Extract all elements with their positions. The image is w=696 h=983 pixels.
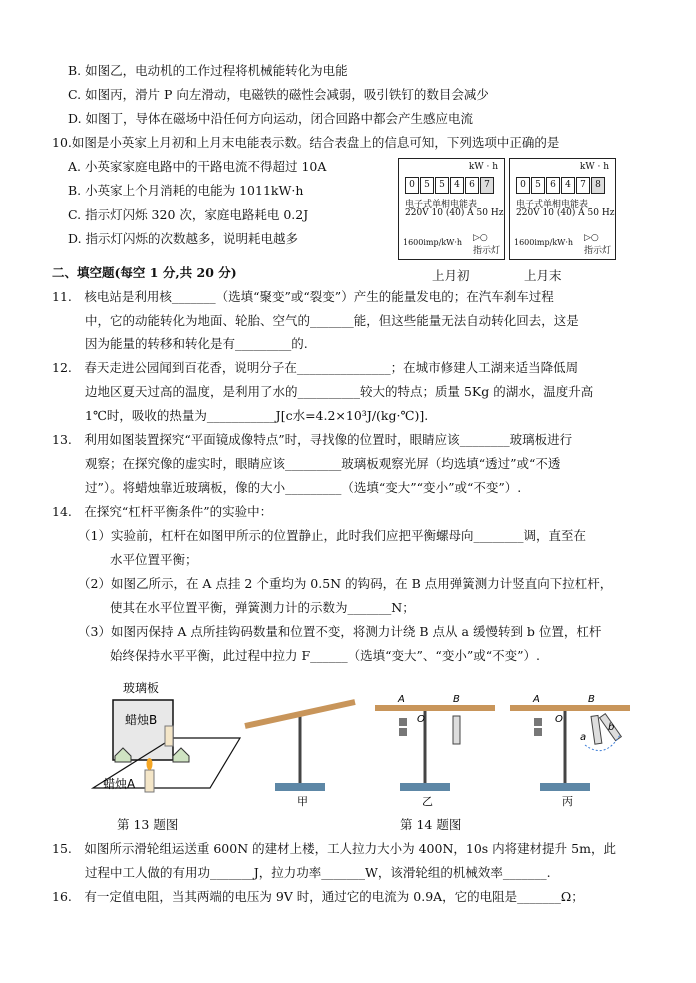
meter-digit: 8 bbox=[591, 177, 605, 194]
meter-name: 电子式单相电能表 bbox=[405, 200, 478, 210]
q13-line: 13. 利用如图装置探究“平面镜成像特点”时，寻找像的位置时，眼睛应该________玻璃板进行 bbox=[52, 432, 573, 447]
meter-digit: 5 bbox=[435, 177, 449, 194]
meter-digit: 7 bbox=[480, 177, 494, 194]
indicator-light-label: ▷○ 指示灯 bbox=[472, 233, 500, 256]
candle-b bbox=[165, 726, 173, 746]
hook-weight bbox=[399, 718, 407, 726]
lever-yi bbox=[375, 694, 495, 808]
q14-line: 始终保持水平平衡，此过程中拉力 F______（选填“变大”、“变小”或“不变”）. bbox=[110, 648, 540, 663]
q14-line: （2）如图乙所示，在 A 点挂 2 个重均为 0.5N 的钩码，在 B 点用弹簧测力计竖直向下拉杠杆， bbox=[78, 576, 613, 591]
q15-line: 15. 如图所示滑轮组运送重 600N 的建材上楼，工人拉力大小为 400N，10s 内将建材提升 5m，此 bbox=[52, 841, 616, 856]
q13-line: 过”）。将蜡烛靠近玻璃板，像的大小_________（选填“变大”“变小”或“不变”）. bbox=[85, 480, 522, 495]
label-a: A bbox=[398, 694, 405, 705]
q11-line: 11. 核电站是利用核_______（选填“聚变”或“裂变”）产生的能量发电的；在汽车刹车过程 bbox=[52, 289, 554, 304]
label-candle-a: 蜡烛A bbox=[103, 777, 136, 791]
meter-end bbox=[509, 158, 616, 260]
label-a: A bbox=[533, 694, 540, 705]
q9-option-d: D. 如图丁，导体在磁场中沿任何方向运动，闭合回路中都会产生感应电流 bbox=[68, 111, 474, 126]
candle-a bbox=[145, 770, 154, 792]
q12-line: 边地区夏天过高的温度，是利用了水的__________较大的特点；质量 5Kg 的湖水，温度升高 bbox=[85, 384, 594, 399]
fig13-caption: 第 13 题图 bbox=[117, 817, 179, 832]
q10-option-d: D. 指示灯闪烁的次数越多，说明耗电越多 bbox=[68, 231, 299, 246]
fig14-caption: 第 14 题图 bbox=[400, 817, 462, 832]
hook-weight bbox=[534, 718, 542, 726]
meter-caption-end: 上月末 bbox=[524, 268, 562, 283]
q10-option-c: C. 指示灯闪烁 320 次，家庭电路耗电 0.2J bbox=[68, 207, 309, 222]
stand-base bbox=[540, 783, 590, 791]
meter-digit: 0 bbox=[405, 177, 419, 194]
label-b: B bbox=[588, 694, 595, 705]
label-pos-a: a bbox=[580, 732, 587, 743]
label-candle-b: 蜡烛B bbox=[125, 713, 158, 727]
meter-digit: 4 bbox=[561, 177, 575, 194]
q12-line: 12. 春天走进公园闻到百花香，说明分子在_______________；在城市修建人工湖来适当降低周 bbox=[52, 360, 579, 375]
indicator-light-label: ▷○ 指示灯 bbox=[583, 233, 611, 256]
spring-scale-a bbox=[591, 715, 602, 744]
label-jia: 甲 bbox=[297, 795, 308, 808]
meter-caption-start: 上月初 bbox=[432, 268, 470, 283]
q10-option-b: B. 小英家上个月消耗的电能为 1011kW·h bbox=[68, 183, 304, 198]
meter-digit: 5 bbox=[420, 177, 434, 194]
meter-imp: 1600imp/kW·h bbox=[514, 238, 574, 247]
hook-weight bbox=[399, 728, 407, 736]
lever-jia bbox=[245, 702, 355, 808]
q14-line: （1）实验前，杠杆在如图甲所示的位置静止，此时我们应把平衡螺母向________调，直至在 bbox=[78, 528, 586, 543]
q12-line: 1℃时，吸收的热量为___________J[c水=4.2×10³J/(kg·℃)]. bbox=[85, 408, 429, 423]
lever-bing bbox=[510, 694, 630, 808]
meter-spec: 220V 10 (40) A 50 Hz bbox=[405, 208, 504, 218]
meter-digit: 5 bbox=[531, 177, 545, 194]
meter-digits bbox=[405, 177, 495, 194]
label-b: B bbox=[453, 694, 460, 705]
q16-line: 16. 有一定值电阻，当其两端的电压为 9V 时，通过它的电流为 0.9A，它的电阻是_______Ω； bbox=[52, 889, 584, 904]
meter-digit: 0 bbox=[516, 177, 530, 194]
label-o: O bbox=[555, 714, 563, 725]
hook-weight bbox=[534, 728, 542, 736]
meter-digit: 7 bbox=[576, 177, 590, 194]
q15-line: 过程中工人做的有用功_______J，拉力功率_______W，该滑轮组的机械效率_______. bbox=[85, 865, 551, 880]
indicator-light-icon: ▷○ bbox=[472, 233, 488, 243]
meter-spec: 220V 10 (40) A 50 Hz bbox=[516, 208, 615, 218]
meter-digit: 6 bbox=[465, 177, 479, 194]
q14-line: 14. 在探究“杠杆平衡条件”的实验中： bbox=[52, 504, 273, 519]
figure-13 bbox=[85, 680, 255, 800]
label-glass: 玻璃板 bbox=[123, 681, 160, 695]
q14-line: 水平位置平衡； bbox=[110, 552, 198, 567]
candle-flame-icon bbox=[147, 758, 153, 770]
spring-scale bbox=[453, 716, 460, 744]
indicator-light-icon: ▷○ bbox=[583, 233, 599, 243]
meter-digit: 6 bbox=[546, 177, 560, 194]
label-bing: 丙 bbox=[562, 795, 573, 808]
meter-start bbox=[398, 158, 505, 260]
label-yi: 乙 bbox=[422, 795, 433, 808]
meter-digit: 4 bbox=[450, 177, 464, 194]
figure-14 bbox=[235, 690, 655, 815]
q11-line: 中，它的动能转化为地面、轮胎、空气的_______能，但这些能量无法自动转化回去，这是 bbox=[85, 313, 579, 328]
section-title: 二、填空题(每空 1 分,共 20 分) bbox=[52, 265, 237, 280]
meter-name: 电子式单相电能表 bbox=[516, 200, 589, 210]
meter-digits bbox=[516, 177, 606, 194]
stand-base bbox=[400, 783, 450, 791]
q10-option-a: A. 小英家家庭电路中的干路电流不得超过 10A bbox=[68, 159, 327, 174]
label-o: O bbox=[417, 714, 425, 725]
q9-option-c: C. 如图丙，滑片 P 向左滑动，电磁铁的磁性会减弱，吸引铁钉的数目会减少 bbox=[68, 87, 489, 102]
meter-imp: 1600imp/kW·h bbox=[403, 238, 463, 247]
q11-line: 因为能量的转移和转化是有_________的. bbox=[85, 336, 308, 351]
meter-unit: kW · h bbox=[579, 162, 609, 172]
stand-base bbox=[275, 783, 325, 791]
q13-line: 观察；在探究像的虚实时，眼睛应该_________玻璃板观察光屏（均选填“透过”或“不透 bbox=[85, 456, 561, 471]
q14-line: 使其在水平位置平衡，弹簧测力计的示数为_______N； bbox=[110, 600, 415, 615]
glass-stand-right bbox=[173, 748, 189, 762]
q14-line: （3）如图丙保持 A 点所挂钩码数量和位置不变，将测力计绕 B 点从 a 缓慢转到 b 位置，杠杆 bbox=[78, 624, 602, 639]
q10-stem: 10.如图是小英家上月初和上月末电能表示数。结合表盘上的信息可知，下列选项中正确的是 bbox=[52, 135, 560, 150]
label-pos-b: b bbox=[608, 722, 615, 733]
meter-unit: kW · h bbox=[468, 162, 498, 172]
q9-option-b: B. 如图乙，电动机的工作过程将机械能转化为电能 bbox=[68, 63, 348, 78]
